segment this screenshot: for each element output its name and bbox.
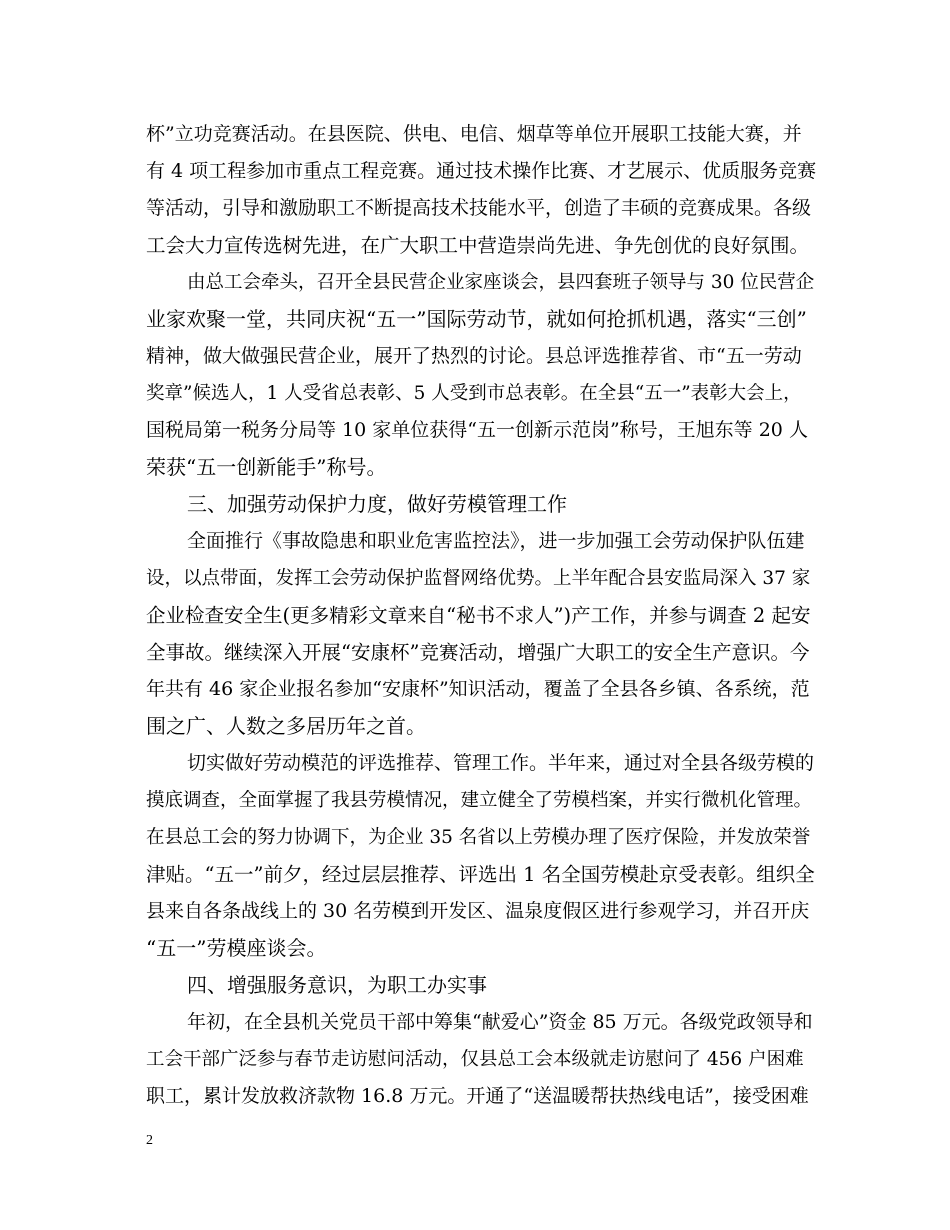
text-line: 荣获“五一创新能手”称号。 (146, 455, 387, 479)
text-line: 工会大力宣传选树先进，在广大职工中营造崇尚先进、争先创优的良好氛围。 (146, 234, 810, 257)
text-line: 等活动，引导和激励职工不断提高技术技能水平，创造了丰硕的竞赛成果。各级 (146, 197, 812, 219)
text-line: 四、增强服务意识，为职工办实事 (187, 973, 487, 997)
text-line: 工会干部广泛参与春节走访慰问活动，仅县总工会本级就走访慰问了 456 户困难 (146, 1049, 804, 1070)
text-line: 在县总工会的努力协调下，为企业 35 名省以上劳模办理了医疗保险，并发放荣誉 (146, 827, 811, 848)
page-number: 2 (146, 1133, 153, 1148)
text-line: 业家欢聚一堂，共同庆祝“五一”国际劳动节，就如何抢抓机遇，落实“三创” (146, 307, 807, 331)
text-line: 奖章”候选人，1 人受省总表彰、5 人受到市总表彰。在全县“五一”表彰大会上， (146, 383, 802, 404)
text-line: 全面推行《事故隐患和职业危害监控法》，进一步加强工会劳动保护队伍建 (187, 530, 805, 552)
text-line: 国税局第一税务分局等 10 家单位获得“五一创新示范岗”称号，王旭东等 20 人 (146, 419, 808, 441)
text-line: 三、加强劳动保护力度，做好劳模管理工作 (187, 492, 567, 516)
text-line: 有 4 项工程参加市重点工程竞赛。通过技术操作比赛、才艺展示、优质服务竞赛 (146, 160, 817, 182)
text-line: 年共有 46 家企业报名参加“安康杯”知识活动，覆盖了全县各乡镇、各系统，范 (146, 678, 810, 700)
text-line: 津贴。“五一”前夕，经过层层推荐、评选出 1 名全国劳模赴京受表彰。组织全 (146, 863, 815, 886)
text-line: 由总工会牵头，召开全县民营企业家座谈会，县四套班子领导与 30 位民营企 (187, 272, 815, 293)
document-body (146, 116, 816, 1115)
text-line: 切实做好劳动模范的评选推荐、管理工作。半年来，通过对全县各级劳模的 (187, 752, 815, 774)
text-line: 年初，在全县机关党员干部中筹集“献爱心”资金 85 万元。各级党政领导和 (187, 1011, 813, 1033)
text-line: 精神，做大做强民营企业，展开了热烈的讨论。县总评选推荐省、市“五一劳动 (146, 345, 802, 367)
text-line: 杯”立功竞赛活动。在县医院、供电、电信、烟草等单位开展职工技能大赛，并 (146, 123, 802, 145)
text-line: 县来自各条战线上的 30 名劳模到开发区、温泉度假区进行参观学习，并召开庆 (146, 900, 810, 922)
text-line: 企业检查安全生(更多精彩文章来自“秘书不求人”)产工作，并参与调查 2 起安 (146, 604, 811, 627)
text-line: “五一”劳模座谈会。 (146, 936, 327, 960)
text-line: 摸底调查，全面掌握了我县劳模情况，建立健全了劳模档案，并实行微机化管理。 (146, 790, 813, 811)
text-line: 职工，累计发放救济款物 16.8 万元。开通了“送温暖帮扶热线电话”，接受困难 (146, 1085, 809, 1107)
text-line: 围之广、人数之多居历年之首。 (146, 714, 426, 738)
text-line: 全事故。继续深入开展“安康杯”竞赛活动，增强广大职工的安全生产意识。今 (146, 641, 810, 664)
text-line: 设，以点带面，发挥工会劳动保护监督网络优势。上半年配合县安监局深入 37 家 (146, 568, 811, 589)
